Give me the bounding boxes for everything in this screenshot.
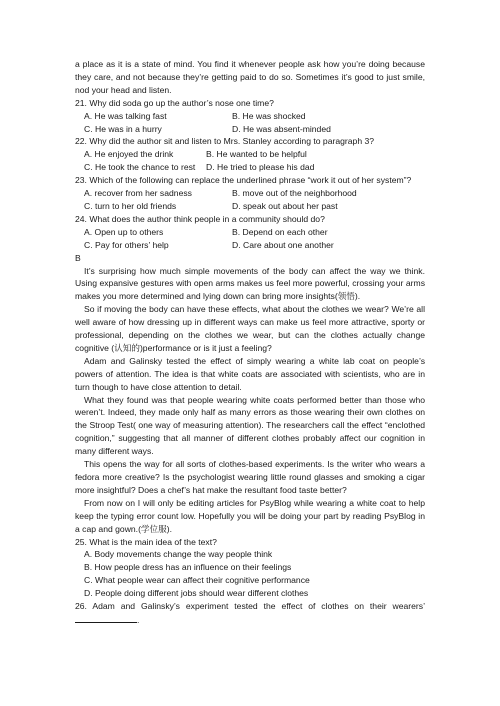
option-c[interactable]: C. What people wear can affect their cognitive performance (84, 575, 310, 586)
section-label: B (75, 252, 81, 263)
exam-page (75, 58, 425, 627)
passage-paragraph: This opens the way for all sorts of clothes-based experiments. Is the writer who wears a fedora more creative? Is the psychologist wearing little round glasses and smoking a cigar more insightful? Does a chef’s hat make the resultant food taste better? (75, 459, 425, 495)
question-25 (75, 536, 425, 601)
option-row (75, 148, 425, 161)
question-22 (75, 135, 425, 174)
question-stem: 24. What does the author think people in a community should do? (75, 213, 325, 224)
option-a[interactable]: A. Open up to others (84, 226, 164, 237)
question-stem-text: 26. Adam and Galinsky’s experiment tested the effect of clothes on their wearers’ (75, 601, 425, 612)
answer-blank[interactable] (75, 613, 140, 625)
option-row (75, 110, 425, 123)
option-row (75, 226, 425, 239)
option-c[interactable]: C. He was in a hurry (84, 123, 162, 134)
option-b[interactable]: B. Depend on each other (232, 226, 328, 237)
option-c[interactable]: C. turn to her old friends (84, 200, 177, 211)
option-d[interactable]: D. He was absent-minded (232, 123, 331, 134)
option-a[interactable]: A. He enjoyed the drink (84, 149, 174, 160)
option-b[interactable]: B. He wanted to be helpful (206, 149, 307, 160)
question-26 (75, 600, 425, 627)
passage-paragraph: Adam and Galinsky tested the effect of simply wearing a white lab coat on people’s powers of attention. The idea is that white coats are associated with scientists, who are in turn though to have close attention to detail. (75, 355, 425, 392)
option-a[interactable]: A. recover from her sadness (84, 188, 192, 199)
option-c[interactable]: C. He took the chance to rest (84, 162, 196, 173)
option-row (75, 123, 425, 136)
question-21 (75, 97, 425, 136)
question-stem: 23. Which of the following can replace the underlined phrase “work it out of her system”? (75, 175, 412, 186)
option-row (75, 187, 425, 200)
question-stem (75, 600, 425, 627)
option-d[interactable]: D. Care about one another (232, 239, 334, 250)
option-d[interactable]: D. speak out about her past (232, 200, 338, 211)
question-stem: 22. Why did the author sit and listen to Mrs. Stanley according to paragraph 3? (75, 136, 375, 147)
option-row (75, 161, 425, 174)
option-d[interactable]: D. He tried to please his dad (206, 162, 315, 173)
passage-paragraph: So if moving the body can have these effects, what about the clothes we wear? We’re all well aware of how dressing up in different ways can make us feel more attractive, sporty or professional, depending on the clothes we wear, but can the clothes actually change cognitive (认知的)performance or is it just a feeling? (75, 304, 425, 353)
option-d[interactable]: D. People doing different jobs should wear different clothes (84, 588, 309, 599)
option-row (75, 239, 425, 252)
passage-b (75, 265, 425, 536)
passage-paragraph: What they found was that people wearing white coats performed better than those who weren’t. Indeed, they made only half as many errors as those wearing their own clothes on the Stroop Test( one way of measuring attention). The researchers call the effect “enclothed cognition,” suggesting that all manner of different clothes probably affect our cognition in many different ways. (75, 394, 425, 457)
question-23 (75, 174, 425, 213)
passage-paragraph: From now on I will only be editing articles for PsyBlog while wearing a white coat to help keep the typing error count low. Hopefully you will be doing your part by reading PsyBlog in a cap and gown.(学位服). (75, 497, 425, 534)
question-stem: 21. Why did soda go up the author’s nose one time? (75, 97, 274, 108)
option-b[interactable]: B. move out of the neighborhood (232, 188, 357, 199)
intro-paragraph: a place as it is a state of mind. You find it whenever people ask how you’re doing because they care, and not because they’re getting paid to do so. Sometimes it’s good to just smile, nod your head and listen. (75, 59, 425, 95)
question-24 (75, 213, 425, 252)
option-row (75, 200, 425, 213)
question-stem: 25. What is the main idea of the text? (75, 536, 217, 547)
option-a[interactable]: A. Body movements change the way people think (84, 549, 273, 560)
option-b[interactable]: B. How people dress has an influence on their feelings (84, 562, 292, 573)
option-a[interactable]: A. He was talking fast (84, 110, 167, 121)
option-c[interactable]: C. Pay for others’ help (84, 239, 169, 250)
passage-paragraph: It’s surprising how much simple movements of the body can affect the way we think. Using expansive gestures with open arms makes us feel more powerful, crossing your arms makes you more determined and lying down can bring more insights(领悟). (75, 265, 425, 302)
question-stem-end: . (137, 614, 140, 625)
option-b[interactable]: B. He was shocked (232, 110, 306, 121)
